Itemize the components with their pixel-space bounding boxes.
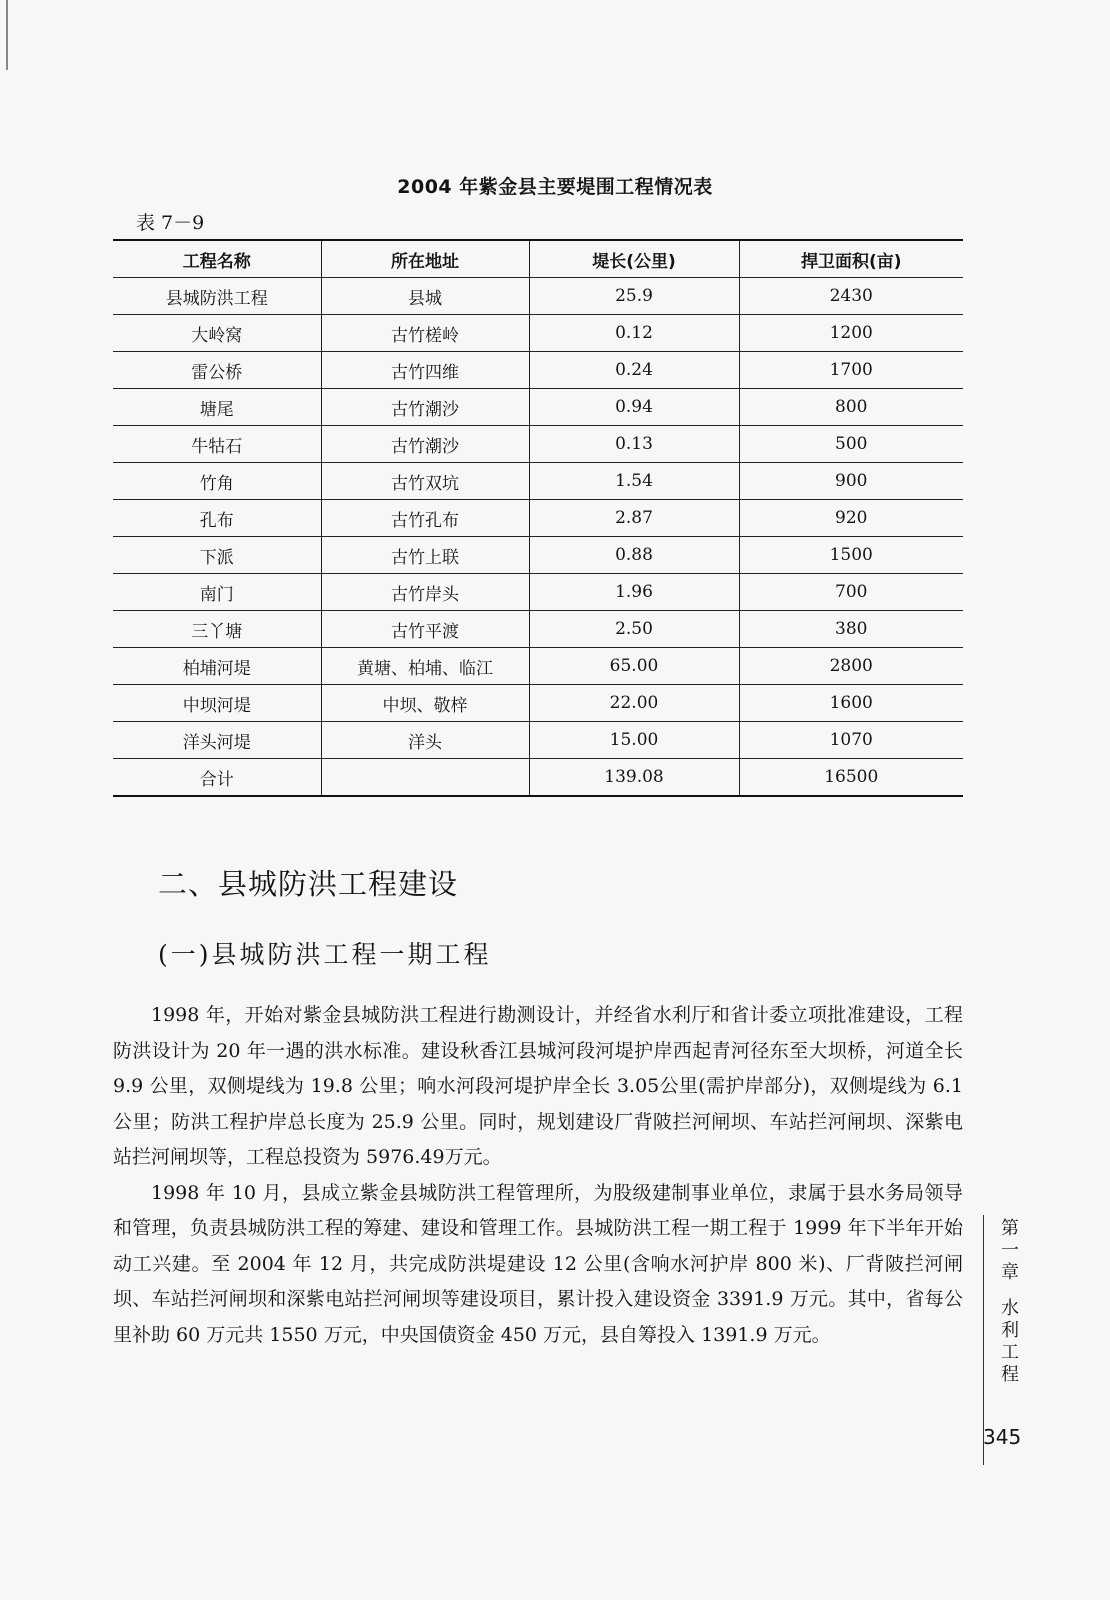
page-number: 345 xyxy=(983,1425,1022,1449)
table-cell: 1.96 xyxy=(529,574,739,611)
table-cell: 0.94 xyxy=(529,389,739,426)
table-row xyxy=(113,537,963,574)
table-cell: 1070 xyxy=(739,722,963,759)
table-cell: 牛牯石 xyxy=(113,426,321,463)
table-cell: 大岭窝 xyxy=(113,315,321,352)
table-cell xyxy=(321,759,529,797)
table-cell: 古竹上联 xyxy=(321,537,529,574)
table-cell: 700 xyxy=(739,574,963,611)
table-cell: 2800 xyxy=(739,648,963,685)
chapter-title-char: 利 xyxy=(1001,1320,1019,1341)
table-cell: 三丫塘 xyxy=(113,611,321,648)
table-cell: 1200 xyxy=(739,315,963,352)
table-cell: 柏埔河堤 xyxy=(113,648,321,685)
table-cell: 中坝、敬梓 xyxy=(321,685,529,722)
table-cell: 合计 xyxy=(113,759,321,797)
table-cell: 中坝河堤 xyxy=(113,685,321,722)
table-row xyxy=(113,426,963,463)
table-cell: 下派 xyxy=(113,537,321,574)
table-row xyxy=(113,685,963,722)
table-cell: 洋头 xyxy=(321,722,529,759)
table-cell: 县城 xyxy=(321,278,529,315)
table-cell: 900 xyxy=(739,463,963,500)
table-row xyxy=(113,574,963,611)
table-cell: 古竹孔布 xyxy=(321,500,529,537)
binding-line xyxy=(6,0,8,70)
table-row xyxy=(113,500,963,537)
table-row xyxy=(113,278,963,315)
table-cell: 县城防洪工程 xyxy=(113,278,321,315)
table-row xyxy=(113,648,963,685)
table-cell: 380 xyxy=(739,611,963,648)
subsection-heading: (一)县城防洪工程一期工程 xyxy=(158,940,492,969)
table-cell: 920 xyxy=(739,500,963,537)
table-cell: 洋头河堤 xyxy=(113,722,321,759)
section-heading: 二、县城防洪工程建设 xyxy=(158,867,459,901)
table-cell: 22.00 xyxy=(529,685,739,722)
table-row xyxy=(113,352,963,389)
table-cell: 竹角 xyxy=(113,463,321,500)
table-header-row xyxy=(113,240,963,278)
table-cell: 1700 xyxy=(739,352,963,389)
table-cell: 2.50 xyxy=(529,611,739,648)
table-cell: 800 xyxy=(739,389,963,426)
chapter-tab xyxy=(995,1218,1025,1386)
table-cell: 1600 xyxy=(739,685,963,722)
table-cell: 黄塘、柏埔、临江 xyxy=(321,648,529,685)
table-cell: 古竹潮沙 xyxy=(321,389,529,426)
table-label: 表 7－9 xyxy=(136,212,205,234)
column-header: 工程名称 xyxy=(113,240,321,278)
table-cell: 古竹岸头 xyxy=(321,574,529,611)
chapter-number-char: 一 xyxy=(1001,1240,1019,1261)
table-row xyxy=(113,611,963,648)
body-text xyxy=(113,998,963,1353)
table-cell: 0.24 xyxy=(529,352,739,389)
table-row xyxy=(113,759,963,797)
table-cell: 15.00 xyxy=(529,722,739,759)
column-header: 所在地址 xyxy=(321,240,529,278)
table-cell: 1.54 xyxy=(529,463,739,500)
column-header: 捍卫面积(亩) xyxy=(739,240,963,278)
table-cell: 0.12 xyxy=(529,315,739,352)
table-cell: 25.9 xyxy=(529,278,739,315)
table-cell: 古竹四维 xyxy=(321,352,529,389)
table-row xyxy=(113,389,963,426)
table-row xyxy=(113,315,963,352)
chapter-title-char: 工 xyxy=(1001,1342,1019,1363)
chapter-title-char: 程 xyxy=(1001,1364,1019,1385)
chapter-number-char: 第 xyxy=(1001,1218,1019,1239)
chapter-number-char: 章 xyxy=(1001,1262,1019,1283)
chapter-title-char: 水 xyxy=(1001,1298,1019,1319)
paragraph: 1998 年，开始对紫金县城防洪工程进行勘测设计，并经省水利厅和省计委立项批准建设，工程防洪设计为 20 年一遇的洪水标准。建设秋香江县城河段河堤护岸西起青河径东至大坝桥，河道全长 9.9 公里，双侧堤线为 19.8 公里；响水河段河堤护岸全长 3.05公里(需护岸部分)，双侧堤线为 6.1 公里；防洪工程护岸总长度为 25.9 公里。同时，规划建设厂背陂拦河闸坝、车站拦河闸坝、深紫电站拦河闸坝等，工程总投资为 5976.49万元。 xyxy=(113,1004,963,1168)
table-cell: 139.08 xyxy=(529,759,739,797)
table-cell: 古竹潮沙 xyxy=(321,426,529,463)
levee-table xyxy=(113,239,963,797)
table-cell: 古竹槎岭 xyxy=(321,315,529,352)
table-cell: 1500 xyxy=(739,537,963,574)
paragraph: 1998 年 10 月，县成立紫金县城防洪工程管理所，为股级建制事业单位，隶属于县水务局领导和管理，负责县城防洪工程的筹建、建设和管理工作。县城防洪工程一期工程于 1999 年下半年开始动工兴建。至 2004 年 12 月，共完成防洪堤建设 12 公里(含响水河护岸 800 米)、厂背陂拦河闸坝、车站拦河闸坝和深紫电站拦河闸坝等建设项目，累计投入建设资金 3391.9 万元。其中，省每公里补助 60 万元共 1550 万元，中央国债资金 450 万元，县自筹投入 1391.9 万元。 xyxy=(113,1181,963,1346)
table-cell: 古竹双坑 xyxy=(321,463,529,500)
table-cell: 65.00 xyxy=(529,648,739,685)
column-header: 堤长(公里) xyxy=(529,240,739,278)
table-title: 2004 年紫金县主要堤围工程情况表 xyxy=(397,176,713,198)
table-row xyxy=(113,722,963,759)
table-cell: 雷公桥 xyxy=(113,352,321,389)
table-body xyxy=(113,278,963,797)
table-cell: 16500 xyxy=(739,759,963,797)
table-cell: 孔布 xyxy=(113,500,321,537)
table-cell: 0.88 xyxy=(529,537,739,574)
table-cell: 0.13 xyxy=(529,426,739,463)
table-cell: 古竹平渡 xyxy=(321,611,529,648)
table-row xyxy=(113,463,963,500)
table-cell: 2.87 xyxy=(529,500,739,537)
table-cell: 2430 xyxy=(739,278,963,315)
table-cell: 塘尾 xyxy=(113,389,321,426)
table-cell: 500 xyxy=(739,426,963,463)
table-cell: 南门 xyxy=(113,574,321,611)
